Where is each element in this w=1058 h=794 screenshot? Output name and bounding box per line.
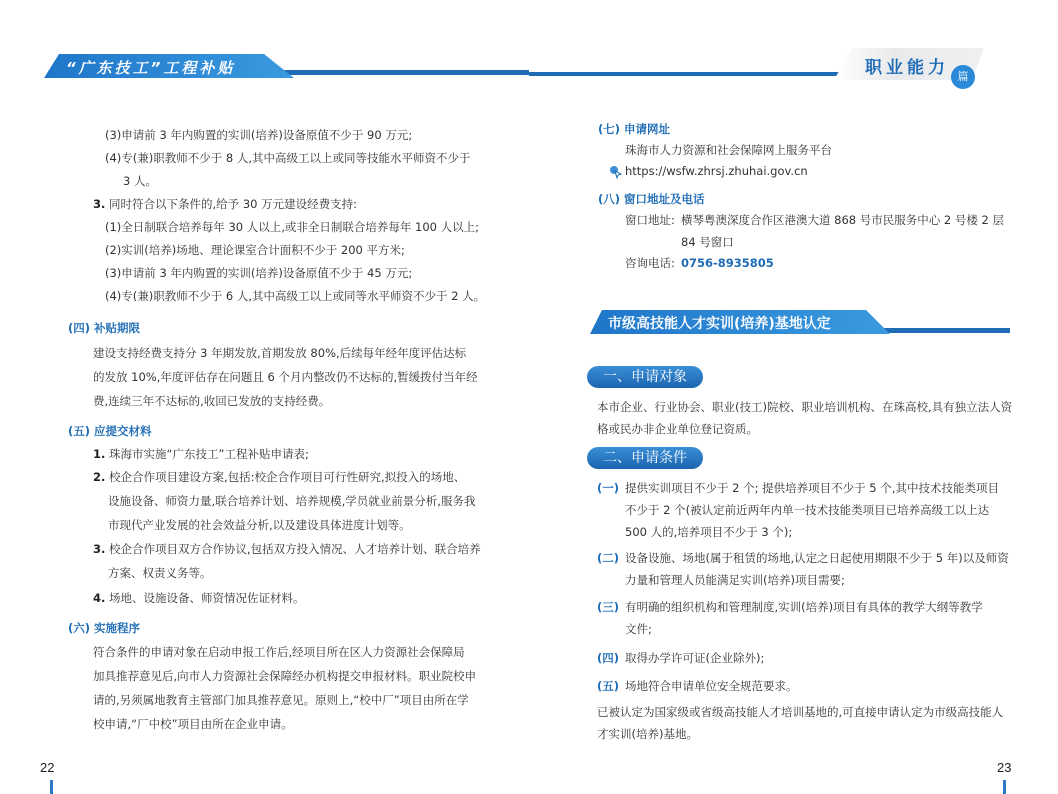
section-heading: (六) 实施程序 — [68, 621, 141, 635]
text-line: (4)专(兼)职教师不少于 8 人,其中高级工以上或同等技能水平师资不少于 — [105, 151, 471, 165]
list-item — [93, 196, 357, 212]
item-number: (四) — [597, 651, 620, 665]
section-heading: (四) 补贴期限 — [68, 321, 141, 335]
list-item — [93, 590, 305, 606]
item-number: 3. — [93, 542, 106, 556]
text-line: 提供实训项目不少于 2 个; 提供培养项目不少于 5 个,其中技术技能类项目 — [625, 481, 999, 495]
text-line: (2)实训(培养)场地、理论课室合计面积不少于 200 平方米; — [105, 243, 405, 257]
text-line: 的发放 10%,年度评估存在问题且 6 个月内整改仍不达标的,暂缓拨付当年经 — [93, 370, 478, 384]
item-number: (二) — [597, 551, 620, 565]
text-line: 不少于 2 个(被认定前近两年内单一技术技能类项目已培养高级工以上达 — [625, 503, 990, 517]
section-heading: (八) 窗口地址及电话 — [598, 192, 705, 206]
text-line: 才实训(培养)基地。 — [597, 727, 698, 741]
part-pill: 二、申请条件 — [587, 447, 703, 469]
item-text: 同时符合以下条件的,给予 30 万元建设经费支持: — [109, 197, 358, 211]
address-value: 84 号窗口 — [681, 235, 734, 249]
section-heading: (七) 申请网址 — [598, 122, 671, 136]
section-heading: (五) 应提交材料 — [68, 424, 152, 438]
header-rule — [529, 72, 839, 76]
text-line: 3 人。 — [123, 174, 157, 188]
text-line: 力量和管理人员能满足实训(培养)项目需要; — [625, 573, 845, 587]
text-line: (1)全日制联合培养每年 30 人以上,或非全日制联合培养每年 100 人以上; — [105, 220, 480, 234]
text-line: 取得办学许可证(企业除外); — [625, 651, 765, 665]
right-header — [529, 0, 1058, 95]
page-marker — [50, 780, 53, 794]
text-line: 格或民办非企业单位登记资质。 — [597, 422, 758, 436]
item-text: 珠海市实施“广东技工”工程补贴申请表; — [109, 447, 309, 461]
banner-title: 市级高技能人才实训(培养)基地认定 — [608, 316, 831, 332]
text-line: 文件; — [625, 622, 652, 636]
page-number: 22 — [40, 760, 55, 775]
item-number: (一) — [597, 481, 620, 495]
text-line: 500 人的,培养项目不少于 3 个); — [625, 525, 793, 539]
text-line: 已被认定为国家级或省级高技能人才培训基地的,可直接申请认定为市级高技能人 — [597, 705, 1004, 719]
item-number: (五) — [597, 679, 620, 693]
list-item — [93, 541, 481, 557]
item-number: 2. — [93, 470, 106, 484]
text-line: 加具推荐意见后,向市人力资源社会保障经办机构提交申报材料。职业院校申 — [93, 669, 477, 683]
text-line: 校申请,“厂中校”项目由所在企业申请。 — [93, 717, 293, 731]
item-number: (三) — [597, 600, 620, 614]
page-marker — [1003, 780, 1006, 794]
list-item — [93, 469, 465, 485]
website-link[interactable]: https://wsfw.zhrsj.zhuhai.gov.cn — [625, 164, 808, 178]
text-line: 符合条件的申请对象在启动申报工作后,经项目所在区人力资源社会保障局 — [93, 645, 465, 659]
item-number: 1. — [93, 447, 106, 461]
text-line: 费,连续三年不达标的,收回已发放的支持经费。 — [93, 394, 331, 408]
phone-value: 0756-8935805 — [681, 256, 774, 270]
page-number: 23 — [997, 760, 1012, 775]
text-line: (4)专(兼)职教师不少于 6 人,其中高级工以上或同等水平师资不少于 2 人。 — [105, 289, 486, 303]
text-line: 珠海市人力资源和社会保障网上服务平台 — [625, 143, 832, 157]
text-line: 设施设备、师资力量,联合培养计划、培养规模,学员就业前景分析,服务我 — [108, 494, 476, 508]
text-line: 有明确的组织机构和管理制度,实训(培养)项目有具体的教学大纲等教学 — [625, 600, 983, 614]
item-number: 3. — [93, 197, 106, 211]
text-line: 场地符合申请单位安全规范要求。 — [625, 679, 798, 693]
link-cursor-icon — [609, 164, 623, 178]
text-line: (3)申请前 3 年内购置的实训(培养)设备原值不少于 90 万元; — [105, 128, 413, 142]
item-text: 校企合作项目建设方案,包括:校企合作项目可行性研究,拟投入的场地、 — [109, 470, 466, 484]
address-label: 窗口地址: — [625, 213, 675, 227]
text-line: 建设支持经费支持分 3 年期发放,首期发放 80%,后续每年经年度评估达标 — [93, 346, 467, 360]
header-title: “广东技工”工程补贴 — [66, 59, 236, 77]
item-text: 校企合作项目双方合作协议,包括双方投入情况、人才培养计划、联合培养 — [109, 542, 481, 556]
header-badge: 篇 — [951, 65, 975, 89]
text-line: (3)申请前 3 年内购置的实训(培养)设备原值不少于 45 万元; — [105, 266, 413, 280]
item-text: 场地、设施设备、师资情况佐证材料。 — [109, 591, 305, 605]
left-header — [0, 0, 529, 90]
text-line: 本市企业、行业协会、职业(技工)院校、职业培训机构、在珠高校,具有独立法人资 — [597, 400, 1013, 414]
list-item — [93, 446, 309, 462]
text-line: 方案、权责义务等。 — [108, 566, 212, 580]
text-line: 设备设施、场地(属于租赁的场地,认定之日起使用期限不少于 5 年)以及师资 — [625, 551, 1009, 565]
phone-label: 咨询电话: — [625, 256, 675, 270]
section-banner — [590, 310, 1010, 334]
item-number: 4. — [93, 591, 106, 605]
text-line: 市现代产业发展的社会效益分析,以及建设具体进度计划等。 — [108, 518, 411, 532]
address-value: 横琴粤澳深度合作区港澳大道 868 号市民服务中心 2 号楼 2 层 — [681, 213, 1005, 227]
header-title: 职业能力 — [865, 58, 949, 78]
part-pill: 一、申请对象 — [587, 366, 703, 388]
text-line: 请的,另须属地教育主管部门加具推荐意见。原则上,“校中厂”项目由所在学 — [93, 693, 469, 707]
